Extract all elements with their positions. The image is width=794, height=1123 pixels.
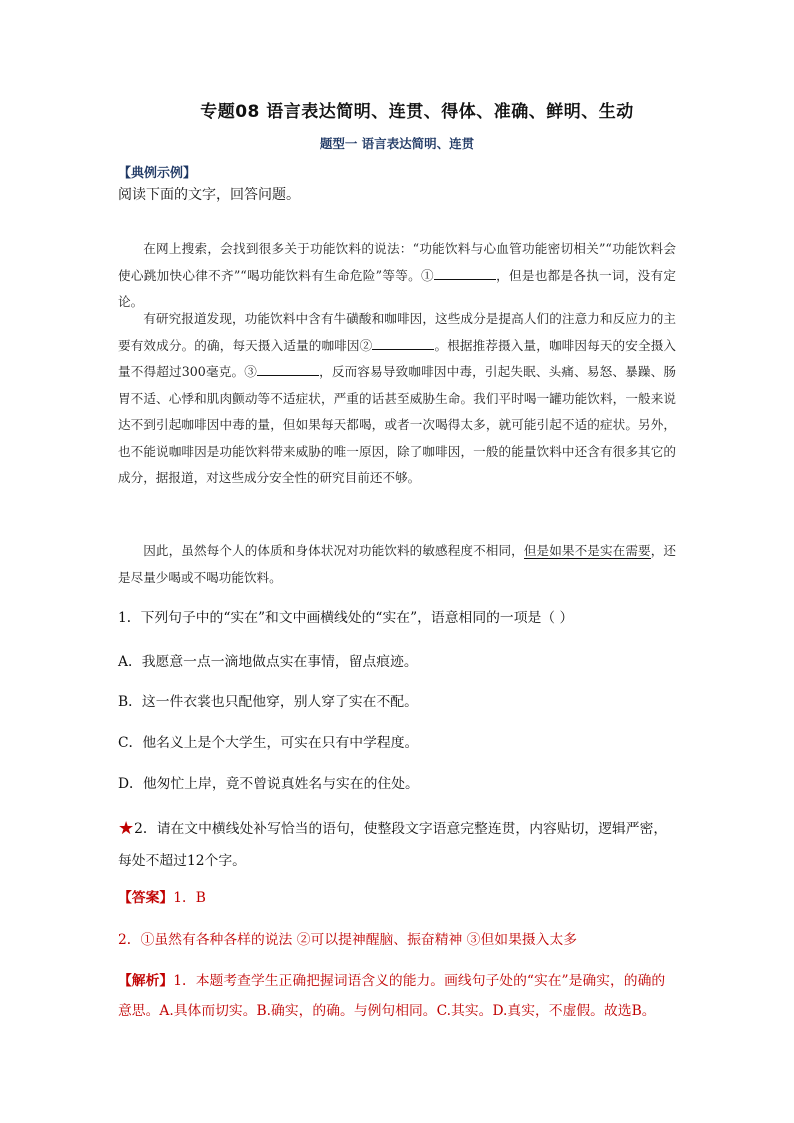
passage-text: 因此，虽然每个人的体质和身体状况对功能饮料的敏感程度不相同， xyxy=(143,543,524,558)
reading-instruction: 阅读下面的文字，回答问题。 xyxy=(118,187,300,203)
question-1-stem: 1．下列句子中的“实在”和文中画横线处的“实在”，语意相同的一项是（ ） xyxy=(118,610,574,626)
section-subtitle: 题型一 语言表达简明、连贯 xyxy=(319,136,475,151)
passage-paragraph-3 xyxy=(118,538,676,591)
question-2 xyxy=(118,813,676,877)
answer-label: 【答案】 xyxy=(118,890,174,906)
analysis-label: 【解析】 xyxy=(118,973,174,989)
passage-text: 。根据推荐摄入量，咖啡因每天的安全摄入量不得超过300毫克。③ xyxy=(118,337,677,379)
option-a: A．我愿意一点一滴地做点实在事情，留点痕迹。 xyxy=(118,654,418,670)
answer-1-text: 1．B xyxy=(173,890,206,906)
example-section-label: 【典例示例】 xyxy=(118,166,197,181)
analysis xyxy=(118,966,676,1026)
analysis-text: 1．本题考查学生正确把握词语含义的能力。画线句子处的“实在”是确实，的确的意思。A.具体而切实。B.确实，的确。与例句相同。C.其实。D.真实，不虚假。故选B。 xyxy=(118,973,666,1019)
option-d: D．他匆忙上岸，竟不曾说真姓名与实在的住处。 xyxy=(118,776,419,792)
passage-paragraph-2 xyxy=(118,306,676,492)
passage-text: 在网上搜索，会找到很多关于功能饮料的说法：“功能饮料与心血管功能密切相关”“功能饮料会使心跳加快心律不齐”“喝功能饮料有生命危险”等等。① xyxy=(118,241,676,283)
passage-paragraph-1 xyxy=(118,236,676,316)
passage-text: 有研究报道发现，功能饮料中含有牛磺酸和咖啡因，这些成分是提高人们的注意力和反应力的主要有效成分。的确，每天摄入适量的咖啡因② xyxy=(118,311,676,353)
underlined-phrase: 但是如果不是实在需要 xyxy=(523,543,651,558)
passage-text: ，还是尽量少喝或不喝功能饮料。 xyxy=(118,543,677,585)
answer-2: 2．①虽然有各种各样的说法 ②可以提神醒脑、振奋精神 ③但如果摄入太多 xyxy=(118,932,578,948)
question-2-stem: 2．请在文中横线处补写恰当的语句，使整段文字语意完整连贯，内容贴切，逻辑严密，每处不超过12个字。 xyxy=(118,821,668,869)
fill-blank-2 xyxy=(372,337,434,350)
passage-text: ，反而容易导致咖啡因中毒，引起失眠、头痛、易怒、暴躁、肠胃不适、心悸和肌肉颤动等不适症状，严重的话甚至威胁生命。我们平时喝一罐功能饮料，一般来说达不到引起咖啡因中毒的量，但如果每天都喝，或者一次喝得太多，就可能引起不适的症状。另外，也不能说咖啡因是功能饮料带来威胁的唯一原因，除了咖啡因，一般的能量饮料中还含有很多其它的成分，据报道，对这些成分安全性的研究目前还不够。 xyxy=(118,364,677,485)
fill-blank-3 xyxy=(257,363,319,376)
passage-text: ，但是也都是各执一词，没有定论。 xyxy=(118,267,676,309)
option-b: B．这一件衣裳也只配他穿，别人穿了实在不配。 xyxy=(118,694,418,710)
star-icon: ★ xyxy=(118,818,135,839)
option-c: C．他名义上是个大学生，可实在只有中学程度。 xyxy=(118,735,419,751)
fill-blank-1 xyxy=(434,267,496,280)
answer-1 xyxy=(118,886,676,906)
page-title: 专题08 语言表达简明、连贯、得体、准确、鲜明、生动 xyxy=(200,102,634,122)
